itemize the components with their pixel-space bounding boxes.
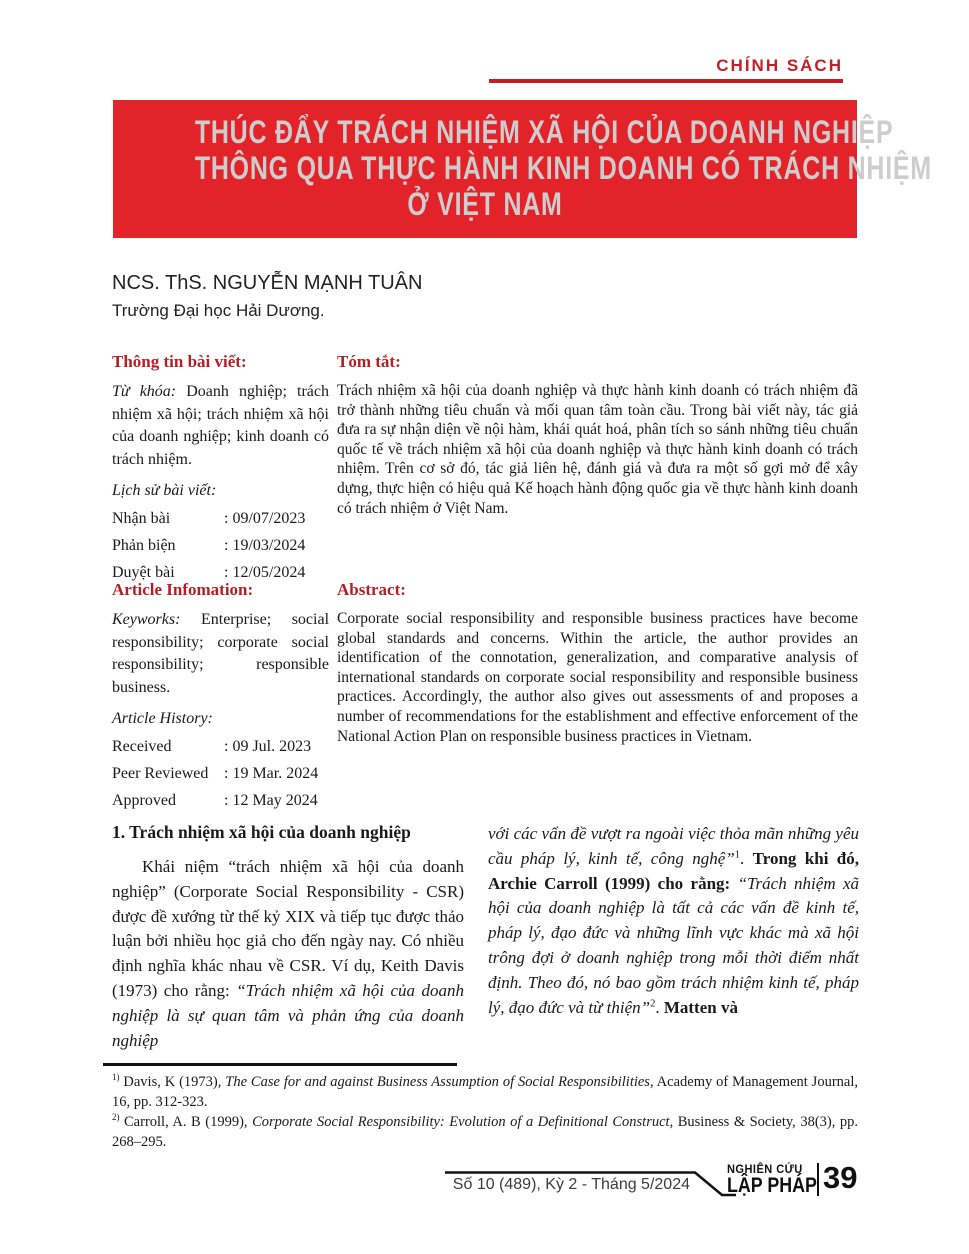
abstract-en	[337, 580, 858, 746]
footnotes	[112, 1072, 858, 1152]
footnote-text: Carroll, A. B (1999),	[124, 1114, 253, 1130]
history-row-received-vi	[112, 510, 329, 528]
keywords-label-vi: Từ khóa:	[112, 383, 177, 400]
journal-logo-bottom: LẬP PHÁP	[727, 1174, 817, 1197]
body-text-normal: Khái niệm “trách nhiệm xã hội của doanh nghiệp” (Corporate Social Responsibility - CSR) được đề xướng từ thế kỷ XIX và tiếp tục được thảo luận bởi nhiều học giả cho đến ngày nay. Có nhiều định nghĩa khác nhau về CSR. Ví dụ, Keith Davis (1973) cho rằng:	[112, 857, 464, 1000]
article-info-vi	[112, 352, 329, 591]
body-column-right	[488, 822, 859, 1020]
abstract-heading-en: Abstract:	[337, 580, 406, 599]
history-row-value: : 19/03/2024	[224, 537, 306, 555]
body-quote-carroll: “Trách nhiệm xã hội của doanh nghiệp là tất cả các vấn đề kinh tế, pháp lý, đạo đức và những lĩnh vực khác mà xã hội trông đợi ở doanh nghiệp trong mỗi thời điểm nhất định. Theo đó, nó bao gồm trách nhiệm kinh tế, pháp lý, đạo đức và từ thiện”	[488, 873, 859, 1017]
article-title-line-3: Ở VIỆT NAM	[407, 186, 563, 222]
header-rule	[489, 79, 843, 83]
keywords-en	[112, 609, 329, 699]
footnote-text: , Business & Society, 38(3), pp. 268–295.	[112, 1114, 858, 1150]
history-row-value: : 09/07/2023	[224, 510, 306, 528]
footer-issue-info: Số 10 (489), Kỳ 2 - Tháng 5/2024	[452, 1176, 690, 1193]
abstract-heading-vi: Tóm tắt:	[337, 352, 401, 371]
abstract-vi	[337, 352, 858, 518]
footnote-title-italic: The Case for and against Business Assumption of Social Responsibilities	[225, 1074, 650, 1090]
journal-logo-top: NGHIÊN CỨU	[727, 1162, 803, 1176]
footnote-ref-2: 2	[650, 997, 656, 1009]
history-row-value: : 09 Jul. 2023	[224, 738, 312, 756]
footnote-2	[112, 1112, 858, 1152]
history-row-received-en	[112, 738, 329, 756]
footnote-ref-1: 1	[734, 849, 740, 861]
footnote-text: Davis, K (1973),	[123, 1074, 226, 1090]
history-row-label: Peer Reviewed	[112, 765, 209, 783]
history-row-value: : 19 Mar. 2024	[224, 765, 319, 783]
history-label-en: Article History:	[112, 710, 213, 728]
history-row-reviewed-en	[112, 765, 329, 783]
body-quote-davis: “Trách nhiệm xã hội của doanh nghiệp là sự quan tâm và phản ứng của doanh nghiệp	[112, 980, 464, 1050]
page-number: 39	[823, 1160, 858, 1195]
section-label: CHÍNH SÁCH	[716, 56, 843, 75]
keywords-vi	[112, 381, 329, 471]
author-name: NCS. ThS. NGUYỄN MẠNH TUÂN	[112, 272, 423, 294]
history-row-label: Approved	[112, 792, 176, 810]
footnote-1	[112, 1072, 858, 1112]
history-row-reviewed-vi	[112, 537, 329, 555]
article-info-en	[112, 580, 329, 819]
article-title-line-2: THÔNG QUA THỰC HÀNH KINH DOANH CÓ TRÁCH NHIỆM	[194, 150, 932, 186]
body-text-normal: .	[739, 848, 753, 868]
body-text-matten: Matten và	[663, 997, 738, 1017]
footnote-marker: 2)	[112, 1112, 120, 1123]
history-row-value: : 12/05/2024	[224, 564, 306, 582]
author-affiliation: Trường Đại học Hải Dương.	[112, 301, 325, 320]
body-quote-davis-cont: với các vấn đề vượt ra ngoài việc thỏa mãn những yêu cầu pháp lý, kinh tế, công nghệ”	[488, 824, 859, 868]
body-text-normal: .	[655, 997, 664, 1017]
body-text-carroll-intro: Trong khi đó, Archie Carroll (1999) cho rằng:	[488, 848, 860, 893]
history-row-label: Received	[112, 738, 172, 756]
body-paragraph-left	[112, 855, 464, 1053]
history-row-label: Phản biện	[112, 537, 176, 555]
keywords-label-en: Keyworks:	[112, 611, 181, 628]
history-row-label: Nhận bài	[112, 510, 171, 528]
history-label-vi: Lịch sử bài viết:	[112, 482, 217, 500]
footnote-title-italic: Corporate Social Responsibility: Evolution of a Definitional Construct	[252, 1114, 670, 1130]
footnote-marker: 1)	[112, 1072, 120, 1083]
body-column-left	[112, 822, 464, 1053]
footnote-text: , Academy of Management Journal, 16, pp. 312-323.	[112, 1074, 858, 1110]
abstract-text-en: Corporate social responsibility and responsible business practices have become global standards and concerns. Within the article, the author provides an identification of the connotation, generalization, and comparative analysis of international standards on corporate social responsibility and responsible business practices. Accordingly, the author also gives out assessments of and proposes a number of recommendations for the establishment and effective enforcement of the National Action Plan on responsible business practices in Vietnam.	[337, 610, 858, 745]
info-heading-en: Article Infomation:	[112, 580, 254, 599]
history-row-value: : 12 May 2024	[224, 792, 318, 810]
body-section-heading: 1. Trách nhiệm xã hội của doanh nghiệp	[112, 822, 411, 842]
article-title-banner	[113, 100, 932, 238]
keywords-text-vi: Doanh nghiệp; trách nhiệm xã hội; trách nhiệm xã hội của doanh nghiệp; kinh doanh có trách nhiệm.	[112, 383, 329, 468]
footnote-separator	[103, 1063, 457, 1066]
history-row-label: Duyệt bài	[112, 564, 175, 582]
logo-divider	[817, 1163, 819, 1196]
article-title-line-1: THÚC ĐẨY TRÁCH NHIỆM XÃ HỘI CỦA DOANH NGHIỆP	[194, 114, 894, 150]
keywords-text-en: Enterprise; social responsibility; corporate social responsibility; responsible business.	[112, 611, 330, 696]
info-heading-vi: Thông tin bài viết:	[112, 352, 247, 371]
history-row-approved-en	[112, 792, 329, 810]
abstract-text-vi: Trách nhiệm xã hội của doanh nghiệp và thực hành kinh doanh có trách nhiệm đã trở thành những tiêu chuẩn và mối quan tâm toàn cầu. Trong bài viết này, tác giả đưa ra sự nhận diện về nội hàm, khái quát hoá, phân tích so sánh những tiêu chuẩn quốc tế về trách nhiệm xã hội của doanh nghiệp và thực hành kinh doanh có trách nhiệm. Trên cơ sở đó, tác giả liên hệ, đánh giá và đưa ra một số gợi mở để xây dựng, thực hiện có hiệu quả Kế hoạch hành động quốc gia về thực hành kinh doanh có trách nhiệm ở Việt Nam.	[337, 382, 858, 517]
body-paragraph-right	[488, 822, 859, 1020]
